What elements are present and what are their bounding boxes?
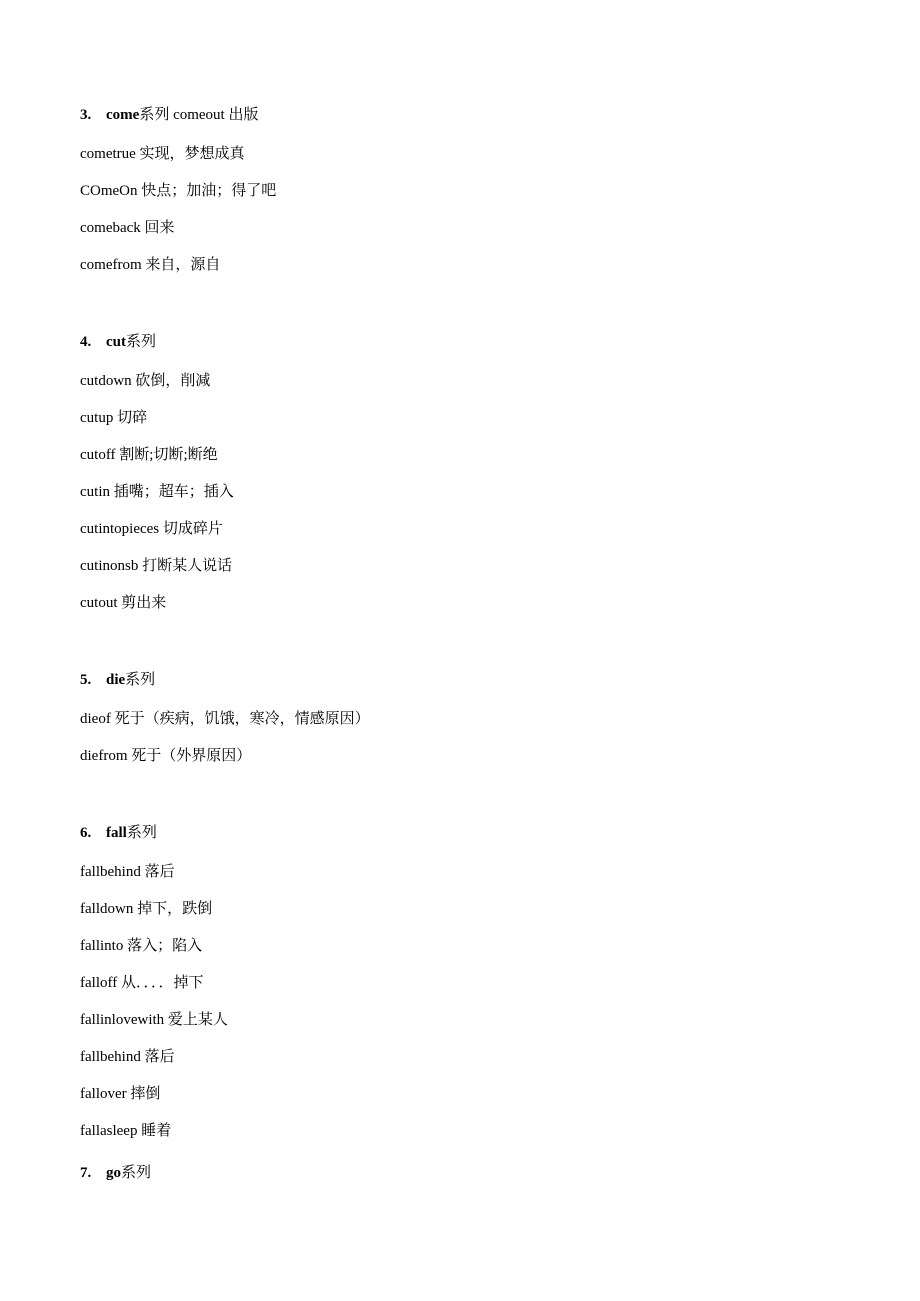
section-heading-fall (80, 824, 157, 842)
phrase-line: diefrom 死于（外界原因） (80, 748, 252, 764)
phrase-line: cutdown 砍倒，削减 (80, 373, 211, 389)
section-title-suffix: 系列 (125, 672, 156, 688)
section-keyword: come (106, 107, 140, 123)
section-heading-die (80, 671, 155, 689)
phrase-line: comefrom 来自，源自 (80, 257, 221, 273)
section-number: 3. (80, 107, 92, 123)
section-keyword: cut (106, 334, 126, 350)
phrase-line: fallinto 落入；陷入 (80, 938, 203, 954)
phrase-line: cutup 切碎 (80, 410, 148, 426)
section-title-suffix: 系列 (139, 107, 170, 123)
phrase-line: cometrue 实现，梦想成真 (80, 146, 245, 162)
phrase-line: fallinlovewith 爱上某人 (80, 1012, 228, 1028)
phrase-line: fallbehind 落后 (80, 1049, 175, 1065)
section-title-suffix: 系列 (126, 334, 157, 350)
section-heading-go (80, 1164, 151, 1182)
section-heading-come (80, 106, 258, 124)
section-heading-cut (80, 333, 156, 351)
phrase-line: fallover 摔倒 (80, 1086, 161, 1102)
phrase-line: COmeOn 快点；加油；得了吧 (80, 183, 277, 199)
section-number: 6. (80, 825, 92, 841)
phrase-line: falldown 掉下，跌倒 (80, 901, 213, 917)
section-number: 5. (80, 672, 92, 688)
phrase-line: cutoff 割断;切断;断绝 (80, 447, 218, 463)
section-number: 7. (80, 1165, 92, 1181)
section-keyword: die (106, 672, 126, 688)
phrase-line: falloff 从．．．．掉下 (80, 975, 204, 991)
phrase-line: cutinonsb 打断某人说话 (80, 558, 233, 574)
phrase-line: fallasleep 睡着 (80, 1123, 172, 1139)
phrase-line: dieof 死于（疾病，饥饿，寒冷，情感原因） (80, 711, 370, 727)
section-title-suffix: 系列 (126, 825, 157, 841)
phrase-line: cutintopieces 切成碎片 (80, 521, 223, 537)
phrase-line: cutin 插嘴；超车；插入 (80, 484, 234, 500)
section-keyword: go (106, 1165, 121, 1181)
section-keyword: fall (106, 825, 127, 841)
section-heading-extra: comeout 出版 (173, 107, 259, 123)
section-number: 4. (80, 334, 92, 350)
phrase-line: fallbehind 落后 (80, 864, 175, 880)
phrase-line: comeback 回来 (80, 220, 175, 236)
phrase-line: cutout 剪出来 (80, 595, 167, 611)
document-page (80, 0, 880, 1301)
section-title-suffix: 系列 (121, 1165, 152, 1181)
